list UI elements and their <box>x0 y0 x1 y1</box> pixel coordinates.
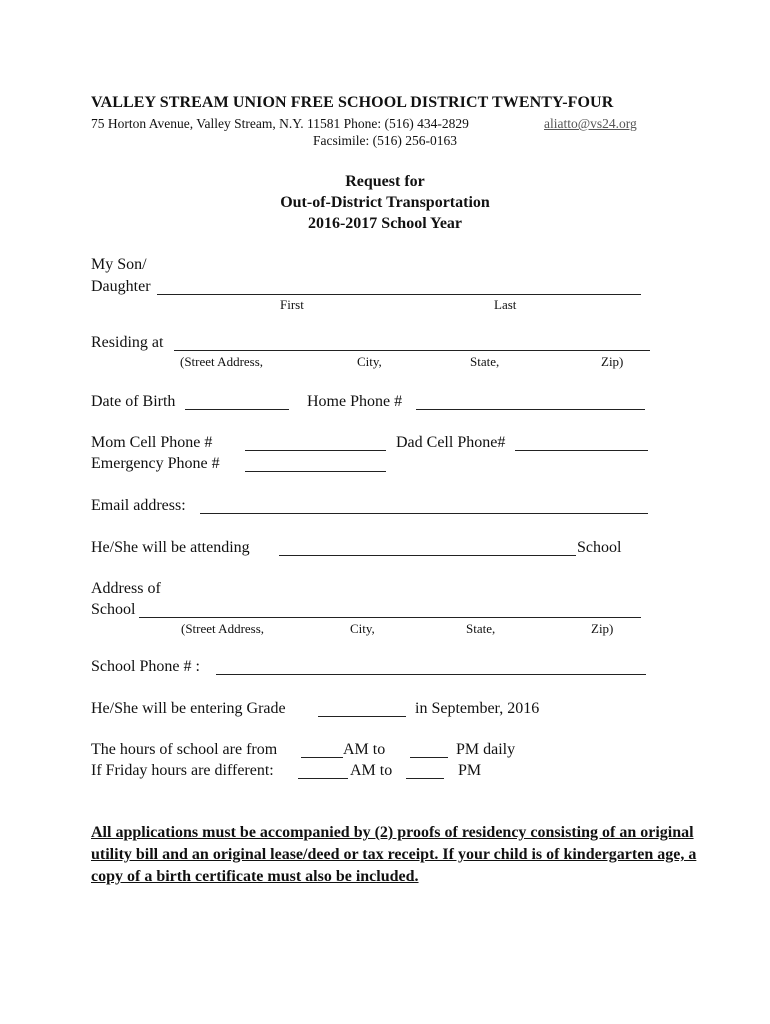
residing-at-label: Residing at <box>91 334 164 351</box>
school-phone-label: School Phone # : <box>91 658 200 675</box>
pm-daily-label: PM daily <box>456 741 516 758</box>
residence-zip-caption: Zip) <box>601 354 624 369</box>
school-hours-label: The hours of school are from <box>91 741 278 758</box>
school-zip-caption: Zip) <box>591 621 614 636</box>
attending-school-suffix: School <box>577 539 622 556</box>
end-hour-field[interactable] <box>410 757 448 758</box>
school-address-label-1: Address of <box>91 580 161 597</box>
emergency-phone-label: Emergency Phone # <box>91 455 220 472</box>
form-title-line-1: Request for <box>345 173 425 190</box>
son-daughter-label-1: My Son/ <box>91 256 147 273</box>
dad-cell-field[interactable] <box>515 450 648 451</box>
am-to-label: AM to <box>343 741 386 758</box>
school-address-label-2: School <box>91 601 136 618</box>
school-city-caption: City, <box>350 621 375 636</box>
attending-school-field[interactable] <box>279 555 576 556</box>
school-street-caption: (Street Address, <box>181 621 265 636</box>
friday-hours-label: If Friday hours are different: <box>91 762 274 779</box>
residency-notice: All applications must be accompanied by (2) proofs of residency consisting of an original utility bill and an original lease/deed or tax receipt. If your child is of kindergarten age, a copy of a birth certificate must also be included. <box>91 824 697 885</box>
form-title-line-2: Out-of-District Transportation <box>280 194 490 211</box>
form-title-line-3: 2016-2017 School Year <box>307 215 463 232</box>
school-phone-field[interactable] <box>216 674 646 675</box>
district-fax: Facsimile: (516) 256-0163 <box>313 133 457 148</box>
friday-pm-label: PM <box>458 762 482 779</box>
grade-suffix: in September, 2016 <box>415 700 540 717</box>
district-name: VALLEY STREAM UNION FREE SCHOOL DISTRICT TWENTY-FOUR <box>91 94 614 111</box>
home-phone-label: Home Phone # <box>307 393 403 410</box>
emergency-phone-field[interactable] <box>245 471 386 472</box>
attending-label: He/She will be attending <box>91 539 250 556</box>
school-state-caption: State, <box>466 621 496 636</box>
son-daughter-label-2: Daughter <box>91 278 151 295</box>
dad-cell-label: Dad Cell Phone# <box>396 434 506 451</box>
date-of-birth-field[interactable] <box>185 409 289 410</box>
district-address: 75 Horton Avenue, Valley Stream, N.Y. 11581 Phone: (516) 434-2829 <box>91 116 469 131</box>
email-address-label: Email address: <box>91 497 186 514</box>
child-name-field[interactable] <box>157 294 641 295</box>
district-email-link[interactable]: aliatto@vs24.org <box>544 116 637 131</box>
residence-state-caption: State, <box>470 354 500 369</box>
date-of-birth-label: Date of Birth <box>91 393 176 410</box>
home-phone-field[interactable] <box>416 409 645 410</box>
grade-label: He/She will be entering Grade <box>91 700 286 717</box>
school-address-field[interactable] <box>139 617 641 618</box>
friday-am-to-label: AM to <box>350 762 393 779</box>
email-address-field[interactable] <box>200 513 648 514</box>
mom-cell-field[interactable] <box>245 450 386 451</box>
start-hour-field[interactable] <box>301 757 343 758</box>
first-name-caption: First <box>280 297 304 312</box>
residence-street-caption: (Street Address, <box>180 354 264 369</box>
residence-city-caption: City, <box>357 354 382 369</box>
grade-field[interactable] <box>318 716 406 717</box>
friday-end-hour-field[interactable] <box>406 778 444 779</box>
mom-cell-label: Mom Cell Phone # <box>91 434 213 451</box>
residence-address-field[interactable] <box>174 350 650 351</box>
last-name-caption: Last <box>494 297 517 312</box>
friday-start-hour-field[interactable] <box>298 778 348 779</box>
